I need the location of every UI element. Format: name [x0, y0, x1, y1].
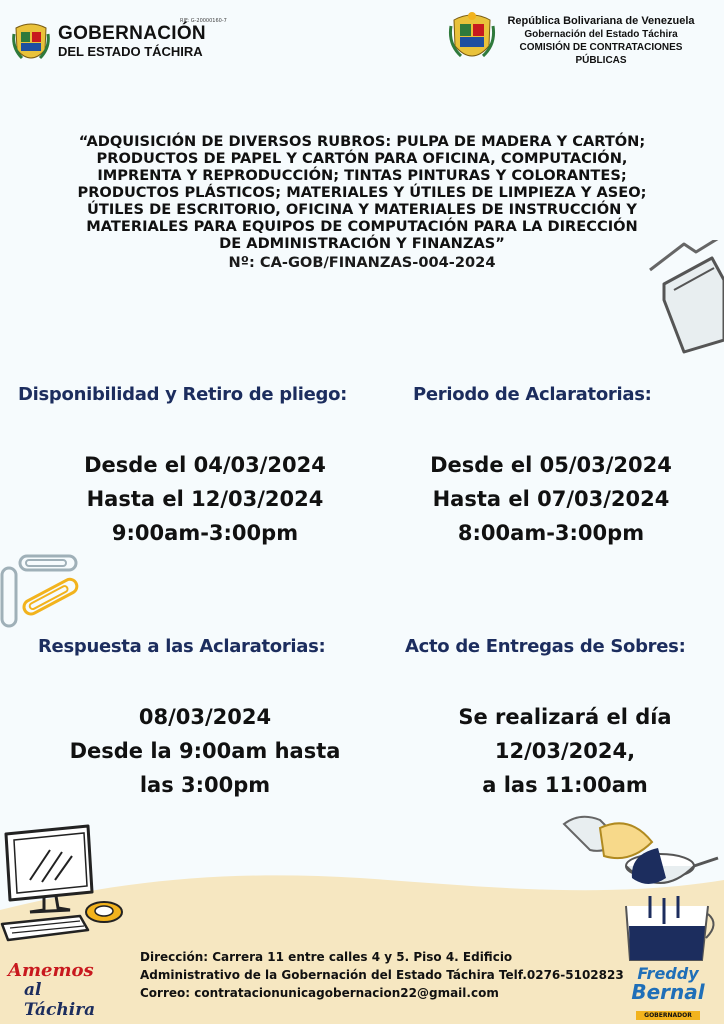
keyboard-icon: [2, 916, 88, 940]
title-line: ÚTILES DE ESCRITORIO, OFICINA Y MATERIALES DE INSTRUCCIÓN Y: [87, 201, 637, 218]
footer-email: Correo: contratacionunicagobernacion22@gmail.com: [140, 986, 499, 1000]
footer-address: Dirección: Carrera 11 entre calles 4 y 5. Piso 4. Edificio: [140, 950, 513, 964]
section-body-entrega: [400, 700, 724, 802]
section-line: Hasta el 07/03/2024: [432, 487, 670, 511]
commission-line: COMISIÓN DE CONTRATACIONES: [519, 42, 683, 53]
procurement-title: [40, 133, 684, 272]
section-line: 9:00am-3:00pm: [111, 521, 299, 545]
footer-address-phone: Administrativo de la Gobernación del Estado Táchira Telf.0276-5102823: [140, 968, 624, 982]
commission-header: [448, 10, 718, 76]
section-line: 8:00am-3:00pm: [457, 521, 645, 545]
governor-logo: [620, 966, 716, 1021]
amemos-line-2: al Táchira: [24, 980, 96, 1020]
section-body-aclaratorias: [386, 448, 716, 550]
governor-first-name: Freddy: [637, 964, 699, 983]
amemos-line: Amemos: [8, 960, 94, 981]
section-heading-disponibilidad: Disponibilidad y Retiro de pliego:: [18, 384, 348, 405]
title-line: PRODUCTOS DE PAPEL Y CARTÓN PARA OFICINA, COMPUTACIÓN,: [96, 150, 628, 167]
section-line: a las 11:00am: [482, 773, 648, 797]
computer-icon: [0, 820, 140, 950]
gobernacion-logo: [12, 18, 227, 70]
title-line: DE ADMINISTRACIÓN Y FINANZAS”: [219, 235, 505, 252]
laboratory-sieve-icon: [560, 814, 720, 964]
title-line: IMPRENTA Y REPRODUCCIÓN; TINTAS PINTURAS Y COLORANTES;: [97, 167, 627, 184]
section-line: Desde la 9:00am hasta: [69, 739, 341, 763]
procurement-code: Nº: CA-GOB/FINANZAS-004-2024: [228, 254, 496, 271]
section-body-disponibilidad: [40, 448, 370, 550]
section-line: Se realizará el día: [458, 705, 672, 729]
section-line: Hasta el 12/03/2024: [86, 487, 324, 511]
section-line: 08/03/2024: [138, 705, 272, 729]
governor-last-name: Bernal: [631, 980, 705, 1004]
gobernacion-line: Gobernación del Estado Táchira: [524, 29, 678, 40]
governor-badge: GOBERNADOR: [636, 1011, 700, 1020]
gov-rif: RIF: G-20000160-7: [180, 18, 227, 24]
commission-line-2: PÚBLICAS: [575, 55, 627, 66]
title-line: PRODUCTOS PLÁSTICOS; MATERIALES Y ÚTILES DE LIMPIEZA Y ASEO;: [77, 184, 647, 201]
crest-icon: [448, 10, 496, 68]
section-line: las 3:00pm: [139, 773, 271, 797]
gov-subtitle: DEL ESTADO TÁCHIRA: [58, 44, 203, 59]
section-body-respuesta: [40, 700, 370, 802]
footer-contact: [140, 948, 640, 1002]
crest-icon: [12, 22, 50, 64]
amemos-tachira-logo: [8, 960, 108, 1020]
section-heading-entrega: Acto de Entregas de Sobres:: [405, 636, 686, 657]
folder-icon: [644, 240, 724, 355]
gov-title: GOBERNACIÓN: [58, 23, 206, 44]
paperclip-icon: [0, 550, 86, 630]
section-heading-respuesta: Respuesta a las Aclaratorias:: [38, 636, 326, 657]
title-line: “ADQUISICIÓN DE DIVERSOS RUBROS: PULPA DE MADERA Y CARTÓN;: [78, 133, 646, 150]
section-line: Desde el 05/03/2024: [430, 453, 672, 477]
section-line: Desde el 04/03/2024: [84, 453, 326, 477]
republic-line: República Bolivariana de Venezuela: [507, 15, 695, 27]
section-heading-aclaratorias: Periodo de Aclaratorias:: [413, 384, 652, 405]
title-line: MATERIALES PARA EQUIPOS DE COMPUTACIÓN PARA LA DIRECCIÓN: [86, 218, 638, 235]
section-line: 12/03/2024,: [494, 739, 636, 763]
mouse-icon: [86, 902, 122, 922]
